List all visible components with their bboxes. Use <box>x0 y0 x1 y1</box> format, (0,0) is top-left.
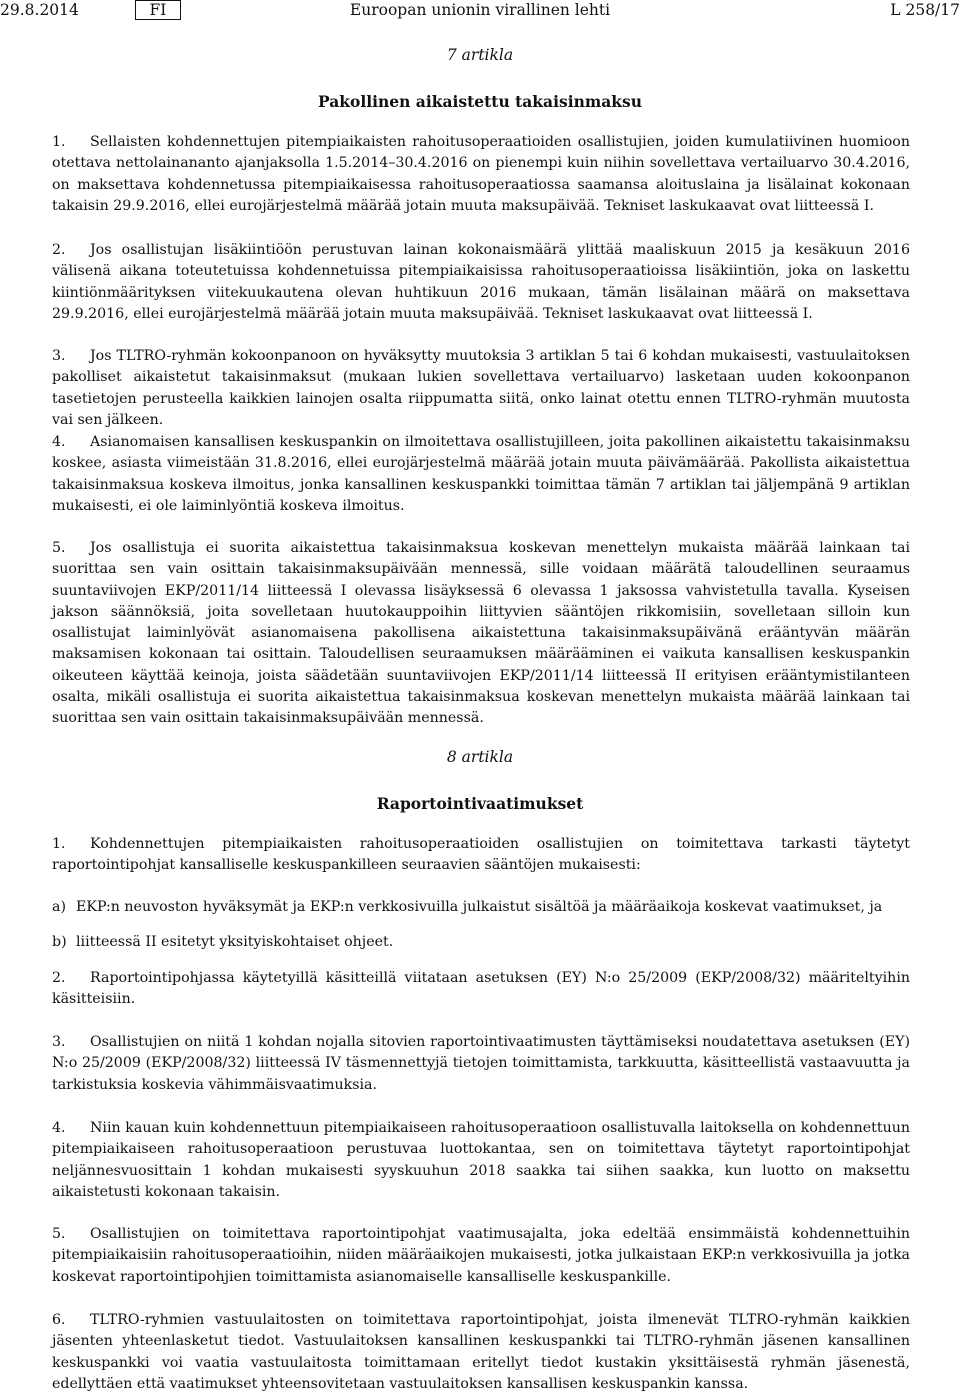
paragraph-number: 4. <box>52 434 66 450</box>
paragraph-number: 5. <box>52 540 66 556</box>
paragraph-number: 2. <box>52 970 66 986</box>
article-8-paragraph-1 <box>52 834 910 877</box>
paragraph-number: 1. <box>52 134 66 150</box>
article-7-paragraph-4 <box>52 432 910 517</box>
paragraph-number: 5. <box>52 1226 66 1242</box>
paragraph-text: Raportointipohjassa käytetyillä käsitteillä viitataan asetuksen (EY) N:o 25/2009 (EKP/2008/32) määriteltyihin käsitteisiin. <box>52 970 910 1008</box>
article-7-heading: 7 artikla <box>446 46 514 64</box>
journal-title: Euroopan unionin virallinen lehti <box>349 1 611 19</box>
article-8-heading: 8 artikla <box>446 748 514 766</box>
article-7-title: Pakollinen aikaistettu takaisinmaksu <box>317 92 643 111</box>
paragraph-number: 3. <box>52 348 66 364</box>
paragraph-text: Sellaisten kohdennettujen pitempiaikaisten rahoitusoperaatioiden osallistujien, joiden kumulatiivinen huomioon otettava nettolainananto ajanjaksolla 1.5.2014–30.4.2016 on pienempi kuin niihin sovellettava vertailuarvo 30.4.2016, on maksettava kohdennetussa pitempiaikaisessa rahoitusoperaatiossa saamansa aloituslaina ja lisälainat kokonaan takaisin 29.9.2016, ellei eurojärjestelmä määrää jotain muuta maksupäivää. Tekniset laskukaavat ovat liitteessä I. <box>52 134 910 214</box>
article-8-paragraph-2 <box>52 968 910 1011</box>
page-number: L 258/17 <box>890 1 960 19</box>
paragraph-text: Jos osallistuja ei suorita aikaistettua takaisinmaksua koskevan menettelyn mukaista määrää lainkaan tai suorittaa sen vain osittain takaisinmaksupäivään mennessä, sille voidaan määrätä taloudellinen seuraamus suuntaviivojen EKP/2011/14 liitteessä I olevassa lisäyksessä 6 olevassa 1 jaksossa vahvistetulla tavalla. Kyseisen jakson säännöksiä, joita sovelletaan huutokauppoihin liittyvien sääntöjen rikkomisiin, sovelletaan silloin kun osallistujat laiminlyövät asianomaisena pakollisena aikaistettuna takaisinmaksupäivänä erääntyvän määrän maksamisen kokonaan tai osittain. Taloudellisen seuraamuksen määrääminen ei vaikuta kansallisen keskuspankin oikeuteen käyttää keinoja, joista säädetään suuntaviivojen EKP/2011/14 liitteessä II erityisen erääntymistilanteen osalta, mikäli osallistuja ei suorita aikaistettua takaisinmaksua koskevan menettelyn mukaista määrää lainkaan tai suorittaa sen vain osittain takaisinmaksupäivään mennessä. <box>52 540 910 727</box>
paragraph-text: Osallistujien on niitä 1 kohdan nojalla sitovien raportointivaatimusten täyttämiseksi noudatettava asetuksen (EY) N:o 25/2009 (EKP/2008/32) liitteessä IV täsmennettyjä tietojen toimittamista, tarkkuutta, käsitteellistä vastaavuutta ja tarkistuksia koskevia vähimmäisvaatimuksia. <box>52 1034 910 1093</box>
article-8-paragraph-6 <box>52 1310 910 1395</box>
article-7-paragraph-5 <box>52 538 910 730</box>
article-7-paragraph-1 <box>52 132 910 217</box>
paragraph-number: 4. <box>52 1120 66 1136</box>
article-7-paragraph-3 <box>52 346 910 431</box>
list-item-b <box>52 932 910 953</box>
paragraph-number: 1. <box>52 836 66 852</box>
article-7-paragraph-2 <box>52 240 910 325</box>
paragraph-number: 2. <box>52 242 66 258</box>
language-badge: FI <box>135 0 181 20</box>
paragraph-text: Kohdennettujen pitempiaikaisten rahoitusoperaatioiden osallistujien on toimitettava tarkasti täytetyt raportointipohjat kansalliselle keskuspankilleen seuraavien sääntöjen mukaisesti: <box>52 836 910 874</box>
list-item-text: EKP:n neuvoston hyväksymät ja EKP:n verkkosivuilla julkaistut sisältöä ja määräaikoja koskevat vaatimukset, ja <box>76 899 883 915</box>
page-header <box>0 0 960 22</box>
article-8-paragraph-5 <box>52 1224 910 1288</box>
list-item-label: b) <box>52 934 67 950</box>
paragraph-text: Jos osallistujan lisäkiintiöön perustuvan lainan kokonaismäärä ylittää maaliskuun 2015 ja kesäkuun 2016 välisenä aikana toteutetuissa kohdennetuissa pitempiaikaisissa rahoitusoperaatioissa lisäkiintiön, joka on laskettu kiintiönmäärityksen viitekuukautena olevan huhtikuun 2016 mukaan, tämän lisälainan määrä on maksettava 29.9.2016, ellei eurojärjestelmä määrää jotain muuta maksupäivää. Tekniset laskukaavat ovat liitteessä I. <box>52 242 910 322</box>
publication-date: 29.8.2014 <box>0 1 79 19</box>
paragraph-text: Osallistujien on toimitettava raportointipohjat vaatimusajalta, joka edeltää ensimmäistä kohdennettuihin pitempiaikaisiin rahoitusoperaatioihin, niiden määräaikojen mukaisesti, jotka julkaistaan EKP:n verkkosivuilla ja jotka koskevat raportointipohjien toimittamista asianomaiselle kansalliselle keskuspankille. <box>52 1226 910 1285</box>
paragraph-text: Jos TLTRO-ryhmän kokoonpanoon on hyväksytty muutoksia 3 artiklan 5 tai 6 kohdan mukaisesti, vastuulaitoksen pakolliset aikaistetut takaisinmaksut (mukaan lukien sovellettava vertailuarvo) lasketaan uuden kokoonpanon tasetietojen perusteella kaikkien lainojen osalta riippumatta siitä, onko lainat otettu ennen TLTRO-ryhmän muutosta vai sen jälkeen. <box>52 348 910 428</box>
list-item-a <box>52 897 910 918</box>
paragraph-text: TLTRO-ryhmien vastuulaitosten on toimitettava raportointipohjat, joista ilmenevät TLTRO-ryhmän kaikkien jäsenten yhteenlasketut tiedot. Vastuulaitoksen kansallinen keskuspankki tai TLTRO-ryhmän jäsenen kansallinen keskuspankki voi vaatia vastuulaitosta toimittamaan eritellyt tiedot kustakin yksittäisestä ryhmän jäsenestä, edellyttäen että vaatimukset yhteensovitetaan vastuulaitoksen kansallisen keskuspankin kanssa. <box>52 1312 910 1392</box>
paragraph-number: 3. <box>52 1034 66 1050</box>
article-8-paragraph-4 <box>52 1118 910 1203</box>
paragraph-text: Asianomaisen kansallisen keskuspankin on ilmoitettava osallistujilleen, joita pakollinen aikaistettu takaisinmaksu koskee, asiasta viimeistään 31.8.2016, ellei eurojärjestelmä määrää jotain muuta päivämäärää. Pakollista aikaistettua takaisinmaksua koskeva ilmoitus, jonka kansallinen keskuspankki toimittaa tämän 7 artiklan tai jäljempänä 9 artiklan mukaisesti, ei ole laiminlyöntiä koskeva ilmoitus. <box>52 434 910 514</box>
article-8-paragraph-3 <box>52 1032 910 1096</box>
paragraph-number: 6. <box>52 1312 66 1328</box>
list-item-label: a) <box>52 899 66 915</box>
article-8-title: Raportointivaatimukset <box>376 794 584 813</box>
paragraph-text: Niin kauan kuin kohdennettuun pitempiaikaiseen rahoitusoperaatioon osallistuvalla laitoksella on kohdennettuun pitempiaikaiseen rahoitusoperaatioon perustuvaa luottokantaa, sen on toimitettava täytetyt raportointipohjat neljännesvuosittain 1 kohdan mukaisesti syyskuuhun 2018 saakka tai siihen saakka, kun luotto on maksettu aikaistetusti kokonaan takaisin. <box>52 1120 910 1200</box>
list-item-text: liitteessä II esitetyt yksityiskohtaiset ohjeet. <box>76 934 394 950</box>
